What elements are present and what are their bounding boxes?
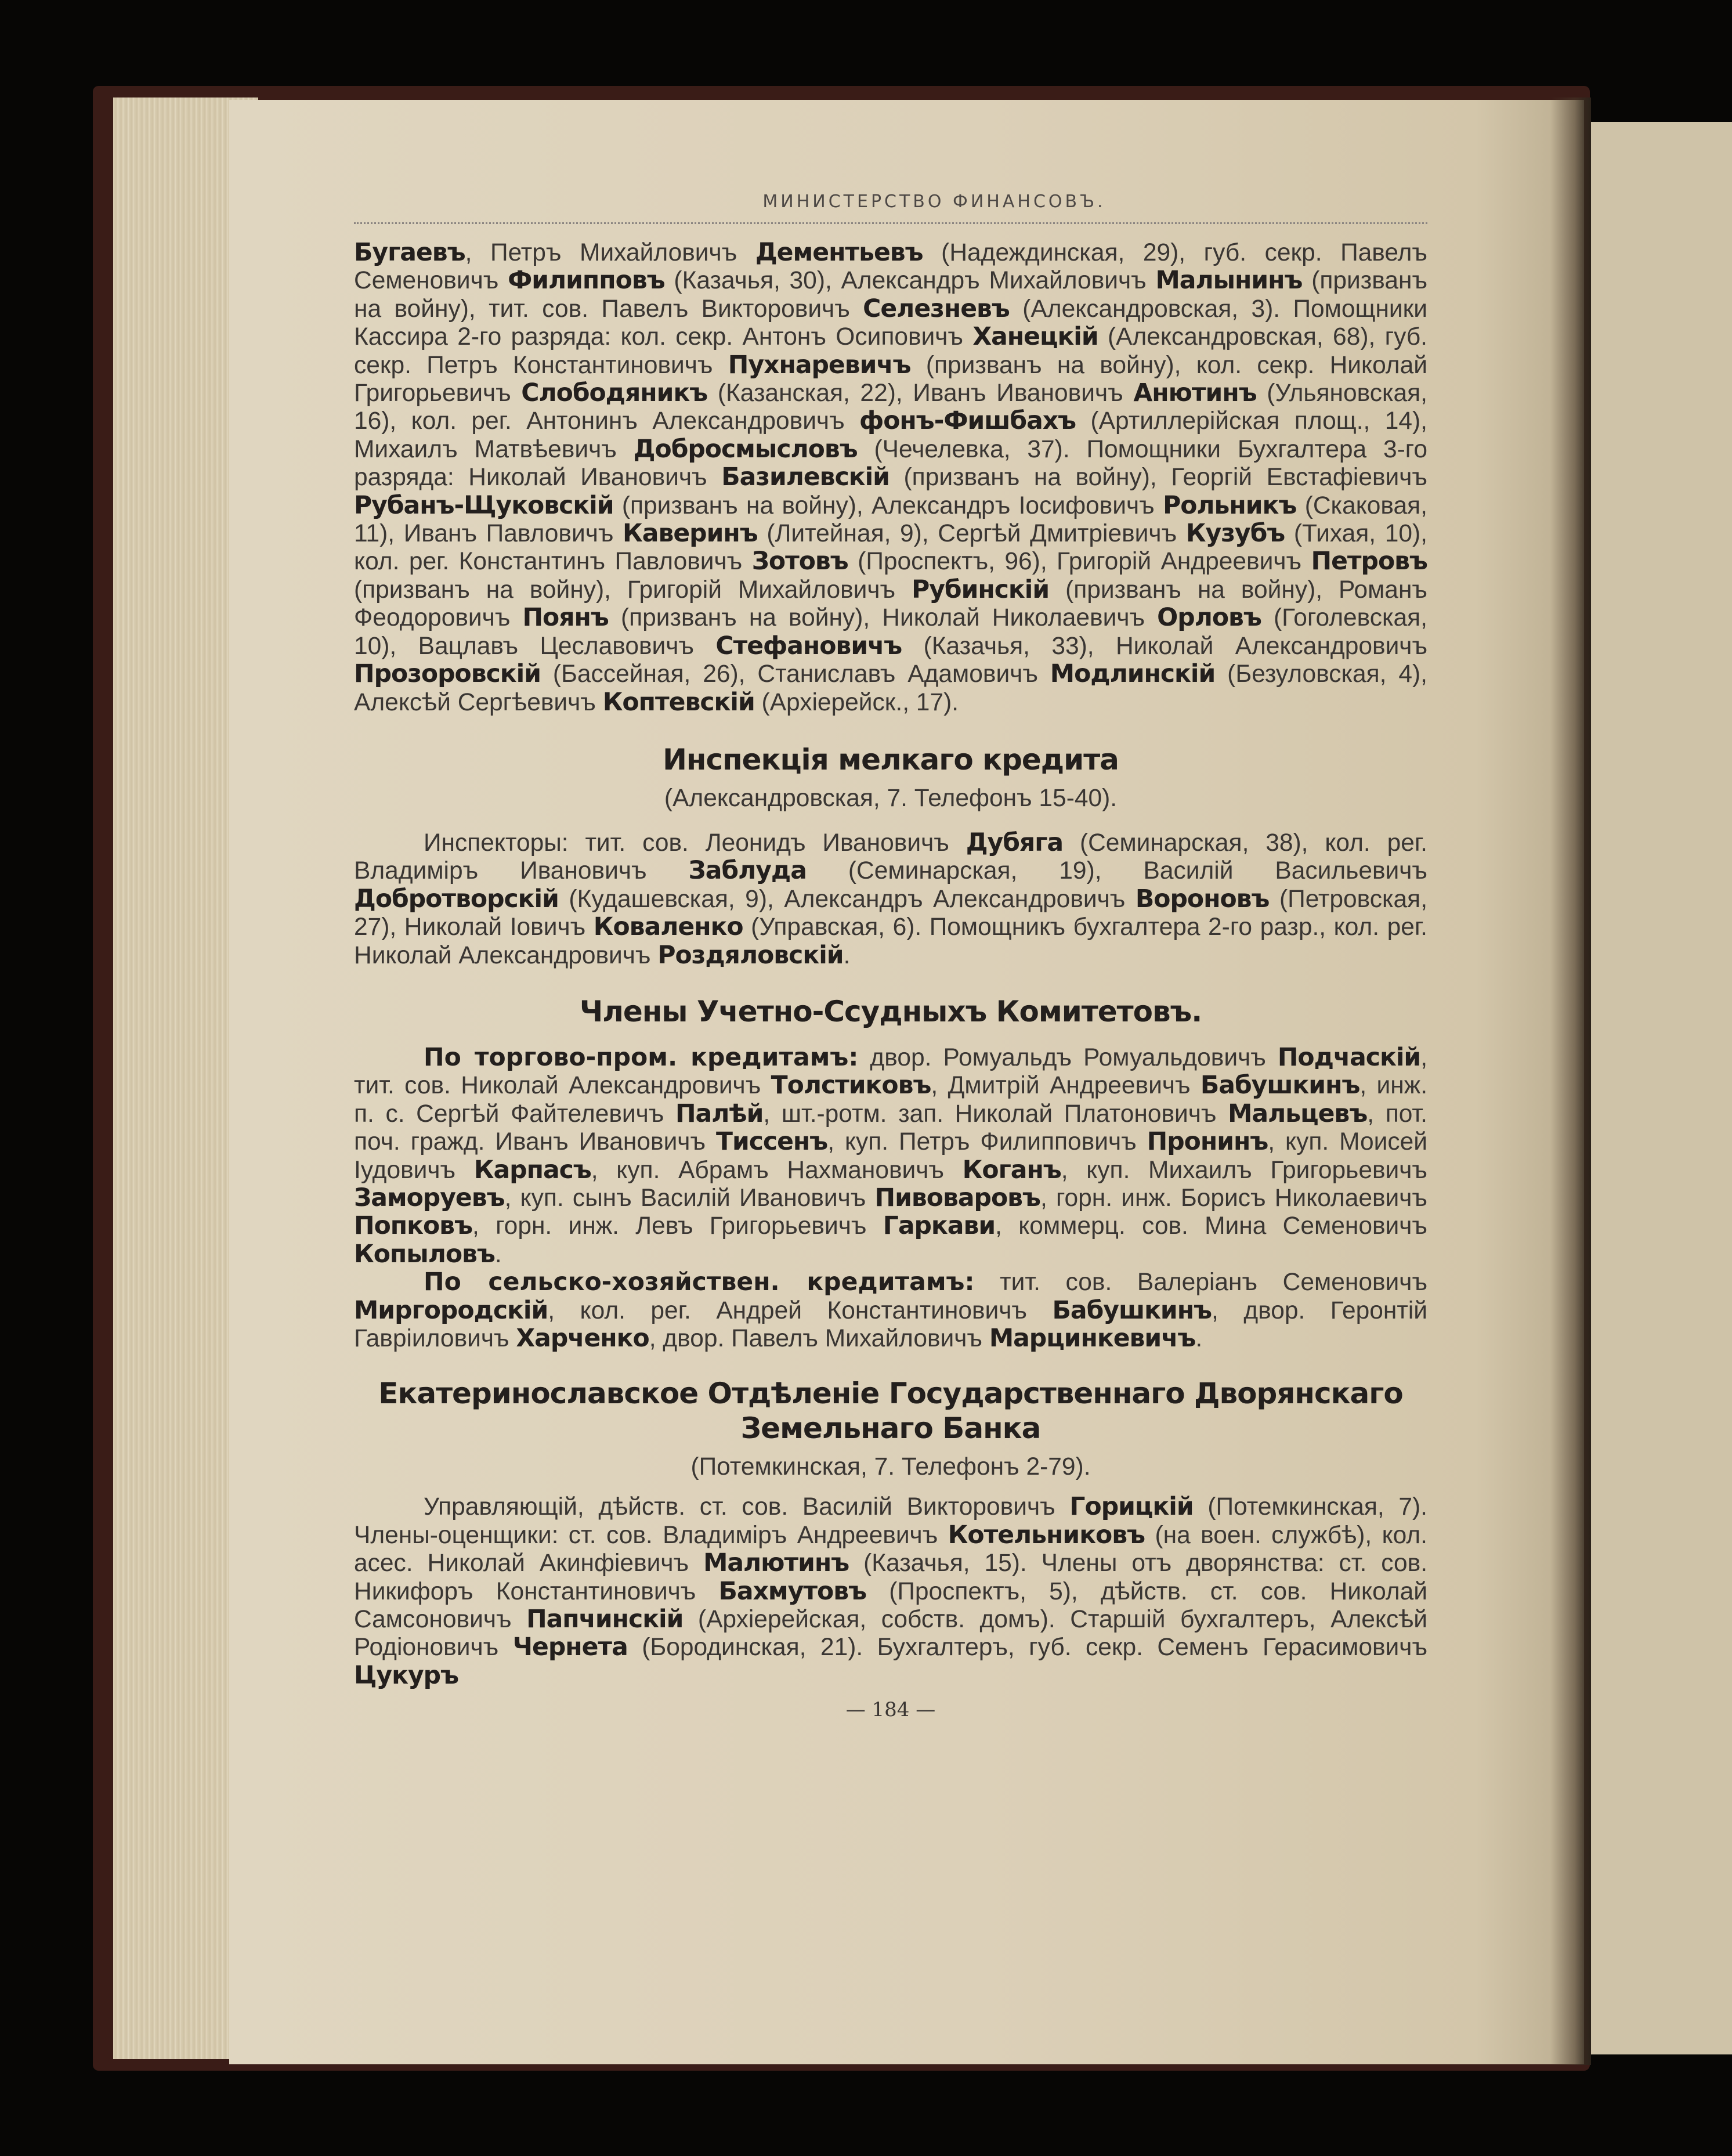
text-run: (Казачья, 30), Александръ Михайловичъ [664, 267, 1156, 295]
text-run: Инспекторы: тит. сов. Леонидъ Ивановичъ [424, 829, 966, 857]
bank-staff-paragraph [354, 1493, 1427, 1690]
surname: Папчинскій [526, 1605, 684, 1634]
surname: Филипповъ [508, 266, 665, 295]
surname: Дубяга [966, 828, 1064, 857]
facing-page-edge [1591, 122, 1732, 2054]
text-run: , Петръ Михайловичъ [465, 239, 755, 266]
text-run: (Тихая, 10), кол. рег. Константинъ Павловичъ [354, 520, 1427, 576]
surname: Пухнаревичъ [728, 351, 911, 380]
text-run: , Дмитрій Андреевичъ [931, 1072, 1201, 1100]
text-run: , пот. поч. гражд. Иванъ Ивановичъ [354, 1100, 1427, 1156]
run-in-heading: По сельско-хозяйствен. кредитамъ: [424, 1268, 975, 1297]
surname: Харченко [516, 1324, 649, 1353]
surname: Чернета [512, 1633, 628, 1662]
text-run: (призванъ на войну), тит. сов. Павелъ Викторовичъ [354, 267, 1428, 323]
surname: Котельниковъ [948, 1521, 1145, 1550]
surname: Дементьевъ [755, 239, 923, 267]
surname: Гаркави [883, 1212, 996, 1241]
surname: Заморуевъ [354, 1183, 505, 1212]
run-in-heading: По торгово-пром. кредитамъ: [424, 1043, 859, 1072]
surname: Миргородскій [354, 1296, 548, 1325]
text-run: , кол. рег. Андрей Константиновичъ [548, 1297, 1053, 1324]
surname: Стефановичъ [715, 631, 902, 660]
text-run: . [494, 1240, 502, 1268]
text-run: , двор. Геронтій Гавріиловичъ [354, 1297, 1428, 1352]
section-address-small-credit: (Александровская, 7. Телефонъ 15-40). [664, 784, 1118, 812]
text-run: (Семинарская, 19), Василій Васильевичъ [806, 857, 1427, 885]
section-heading-bank-line1: Екатеринославское Отдѣленіе Государственнаго Дворянскаго [378, 1377, 1403, 1411]
text-run: (Казанская, 22), Иванъ Ивановичъ [707, 380, 1134, 407]
text-run: , горн. инж. Левъ Григорьевичъ [472, 1212, 883, 1240]
text-run: , куп. Моисей Іудовичъ [354, 1128, 1427, 1184]
section-heading-bank-line2: Земельнаго Банка [740, 1411, 1041, 1446]
text-run: (Бородинская, 21). Бухгалтеръ, губ. секр. Семенъ Герасимовичъ [627, 1634, 1428, 1662]
surname: Карпасъ [473, 1155, 591, 1184]
text-run: , куп. Петръ Филипповичъ [827, 1128, 1147, 1156]
text-run: (Потемкинская, 7). Члены-оценщики: ст. сов. Владиміръ Андреевичъ [354, 1493, 1427, 1549]
running-head: МИНИСТЕРСТВО ФИНАНСОВЪ. [762, 192, 1106, 212]
surname: Каверинъ [623, 519, 758, 548]
surname: Анютинъ [1133, 379, 1257, 408]
surname: Зотовъ [751, 547, 848, 576]
surname: Поянъ [522, 604, 609, 633]
surname: Прозоровскій [354, 660, 541, 689]
section-heading-committees: Члены Учетно-Ссудныхъ Комитетовъ. [579, 994, 1202, 1028]
surname: Цукуръ [354, 1661, 459, 1690]
surname: Добротворскій [354, 884, 559, 913]
surname: Добросмысловъ [633, 435, 858, 464]
surname: Мальцевъ [1228, 1099, 1368, 1128]
surname: Тиссенъ [715, 1128, 828, 1157]
text-run: , шт.-ротм. зап. Николай Платоновичъ [763, 1100, 1228, 1128]
surname: Коганъ [962, 1155, 1061, 1184]
text-run: (Бассейная, 26), Станиславъ Адамовичъ [540, 660, 1050, 688]
surname: Марцинкевичъ [989, 1324, 1196, 1353]
text-run: (Проспектъ, 96), Григорій Андреевичъ [848, 548, 1311, 576]
text-run: двор. Ромуальдъ Ромуальдовичъ [858, 1043, 1278, 1071]
section-address-bank: (Потемкинская, 7. Телефонъ 2-79). [690, 1453, 1091, 1481]
text-run: (Семинарская, 38), кол. рег. Владиміръ Ивановичъ [354, 829, 1427, 885]
surname: Коваленко [593, 913, 743, 942]
text-run: (Кудашевская, 9), Александръ Александровичъ [558, 885, 1136, 913]
surname: Орловъ [1157, 604, 1261, 633]
surname: Бабушкинъ [1200, 1071, 1360, 1100]
surname: Ханецкій [972, 323, 1098, 352]
text-run: (призванъ на войну), Александръ Іосифовичъ [613, 492, 1163, 519]
surname: Рубинскій [912, 575, 1050, 604]
trade-credit-paragraph [354, 1044, 1427, 1269]
text-run: (призванъ на войну), Романъ Феодоровичъ [354, 576, 1427, 632]
surname: Селезневъ [863, 294, 1010, 323]
text-run: (Архіерейск., 17). [754, 688, 959, 716]
text-run: , инж. п. с. Сергѣй Файтелевичъ [354, 1072, 1427, 1128]
surname: Попковъ [354, 1212, 473, 1241]
text-run: (Архіерейская, собств. домъ). Старшій бухгалтеръ, Алексѣй Родіоновичъ [354, 1606, 1427, 1662]
surname: Заблуда [688, 857, 807, 886]
text-run: (Артиллерійская площ., 14), Михаилъ Матвѣевичъ [354, 407, 1427, 463]
text-run: (призванъ на войну), Николай Николаевичъ [608, 604, 1158, 632]
surname: Бугаевъ [354, 239, 465, 267]
text-run: , куп. Михаилъ Григорьевичъ [1061, 1156, 1427, 1184]
agri-credit-paragraph [354, 1269, 1427, 1353]
surname: Базилевскій [721, 463, 889, 492]
surname: Палѣй [675, 1099, 764, 1128]
text-run: (на воен. службѣ), кол. асес. Николай Акинфіевичъ [354, 1521, 1427, 1577]
surname: Кузубъ [1185, 519, 1285, 548]
text-run: (Управская, 6). Помощникъ бухгалтера 2-го разр., кол. рег. Николай Александровичъ [354, 913, 1427, 969]
surname: Рубанъ-Щуковскій [354, 491, 614, 520]
text-run: . [1195, 1325, 1203, 1352]
surname: Петровъ [1311, 547, 1427, 576]
text-run: (призванъ на войну), Григорій Михайловичъ [354, 576, 912, 604]
text-run: (Ульяновская, 16), кол. рег. Антонинъ Александровичъ [354, 380, 1427, 435]
book-gutter [1550, 97, 1591, 2065]
text-run: (Петровская, 27), Николай Іовичъ [354, 885, 1428, 941]
surname: Вороновъ [1135, 884, 1270, 913]
text-run: (Александровская, 68), губ. секр. Петръ Константиновичъ [354, 323, 1427, 379]
page-number: — 184 — [845, 1698, 936, 1722]
text-run: Управляющій, дѣйств. ст. сов. Василій Викторовичъ [424, 1493, 1070, 1521]
text-run: , куп. Абрамъ Нахмановичъ [591, 1156, 963, 1184]
text-run: тит. сов. Валеріанъ Семеновичъ [974, 1269, 1428, 1297]
surname: Пронинъ [1147, 1128, 1268, 1157]
page-content [354, 192, 1427, 1721]
surname: Толстиковъ [771, 1071, 931, 1100]
surname: Малютинъ [703, 1549, 849, 1578]
text-run: (Безуловская, 4), Алексѣй Сергѣевичъ [354, 660, 1427, 716]
header-rule [354, 222, 1427, 224]
text-run: (Чечелевка, 37). Помощники Бухгалтера 3-го разряда: Николай Ивановичъ [354, 435, 1428, 492]
surname: Пивоваровъ [874, 1183, 1040, 1212]
text-run: (Скаковая, 11), Иванъ Павловичъ [354, 492, 1427, 548]
surname: фонъ-Фишбахъ [859, 407, 1076, 436]
surname: Копыловъ [354, 1240, 495, 1269]
surname: Бабушкинъ [1052, 1296, 1212, 1325]
treasury-staff-paragraph [354, 239, 1427, 717]
surname: Слободяникъ [521, 379, 708, 408]
surname: Бахмутовъ [718, 1577, 867, 1606]
text-run: (Литейная, 9), Сергѣй Дмитріевичъ [757, 520, 1186, 548]
text-run: , двор. Павелъ Михайловичъ [649, 1325, 989, 1352]
surname: Подчаскій [1277, 1043, 1421, 1072]
surname: Горицкій [1069, 1493, 1194, 1522]
text-run: , тит. сов. Николай Александровичъ [354, 1043, 1428, 1100]
text-run: (призванъ на войну), Георгій Евстафіевичъ [889, 464, 1427, 492]
text-run: (Казачья, 33), Николай Александровичъ [902, 632, 1428, 660]
text-run: (Казачья, 15). Члены отъ дворянства: ст. сов. Никифоръ Константиновичъ [354, 1550, 1428, 1605]
text-run: (Гоголевская, 10), Вацлавъ Цеславовичъ [354, 604, 1427, 660]
text-run: , коммерц. сов. Мина Семеновичъ [995, 1212, 1427, 1240]
surname: Модлинскій [1050, 660, 1216, 689]
surname: Малынинъ [1155, 266, 1303, 295]
text-run: (Александровская, 3). Помощники Кассира 2-го разряда: кол. секр. Антонъ Осиповичъ [354, 295, 1427, 351]
surname: Коптевскій [602, 688, 755, 717]
surname: Рольникъ [1163, 491, 1297, 520]
text-run: (Проспектъ, 5), дѣйств. ст. сов. Николай Самсоновичъ [354, 1577, 1427, 1634]
surname: Роздяловскій [657, 941, 844, 970]
text-run: , куп. сынъ Василій Ивановичъ [504, 1184, 875, 1212]
text-run: (Надеждинская, 29), губ. секр. Павелъ Семеновичъ [354, 239, 1427, 295]
text-run: . [843, 941, 851, 969]
section-heading-small-credit: Инспекція мелкаго кредита [663, 742, 1119, 777]
text-run: , горн. инж. Борисъ Николаевичъ [1040, 1184, 1427, 1212]
inspectors-paragraph [354, 829, 1427, 970]
text-run: (призванъ на войну), кол. секр. Николай Григорьевичъ [354, 351, 1427, 407]
